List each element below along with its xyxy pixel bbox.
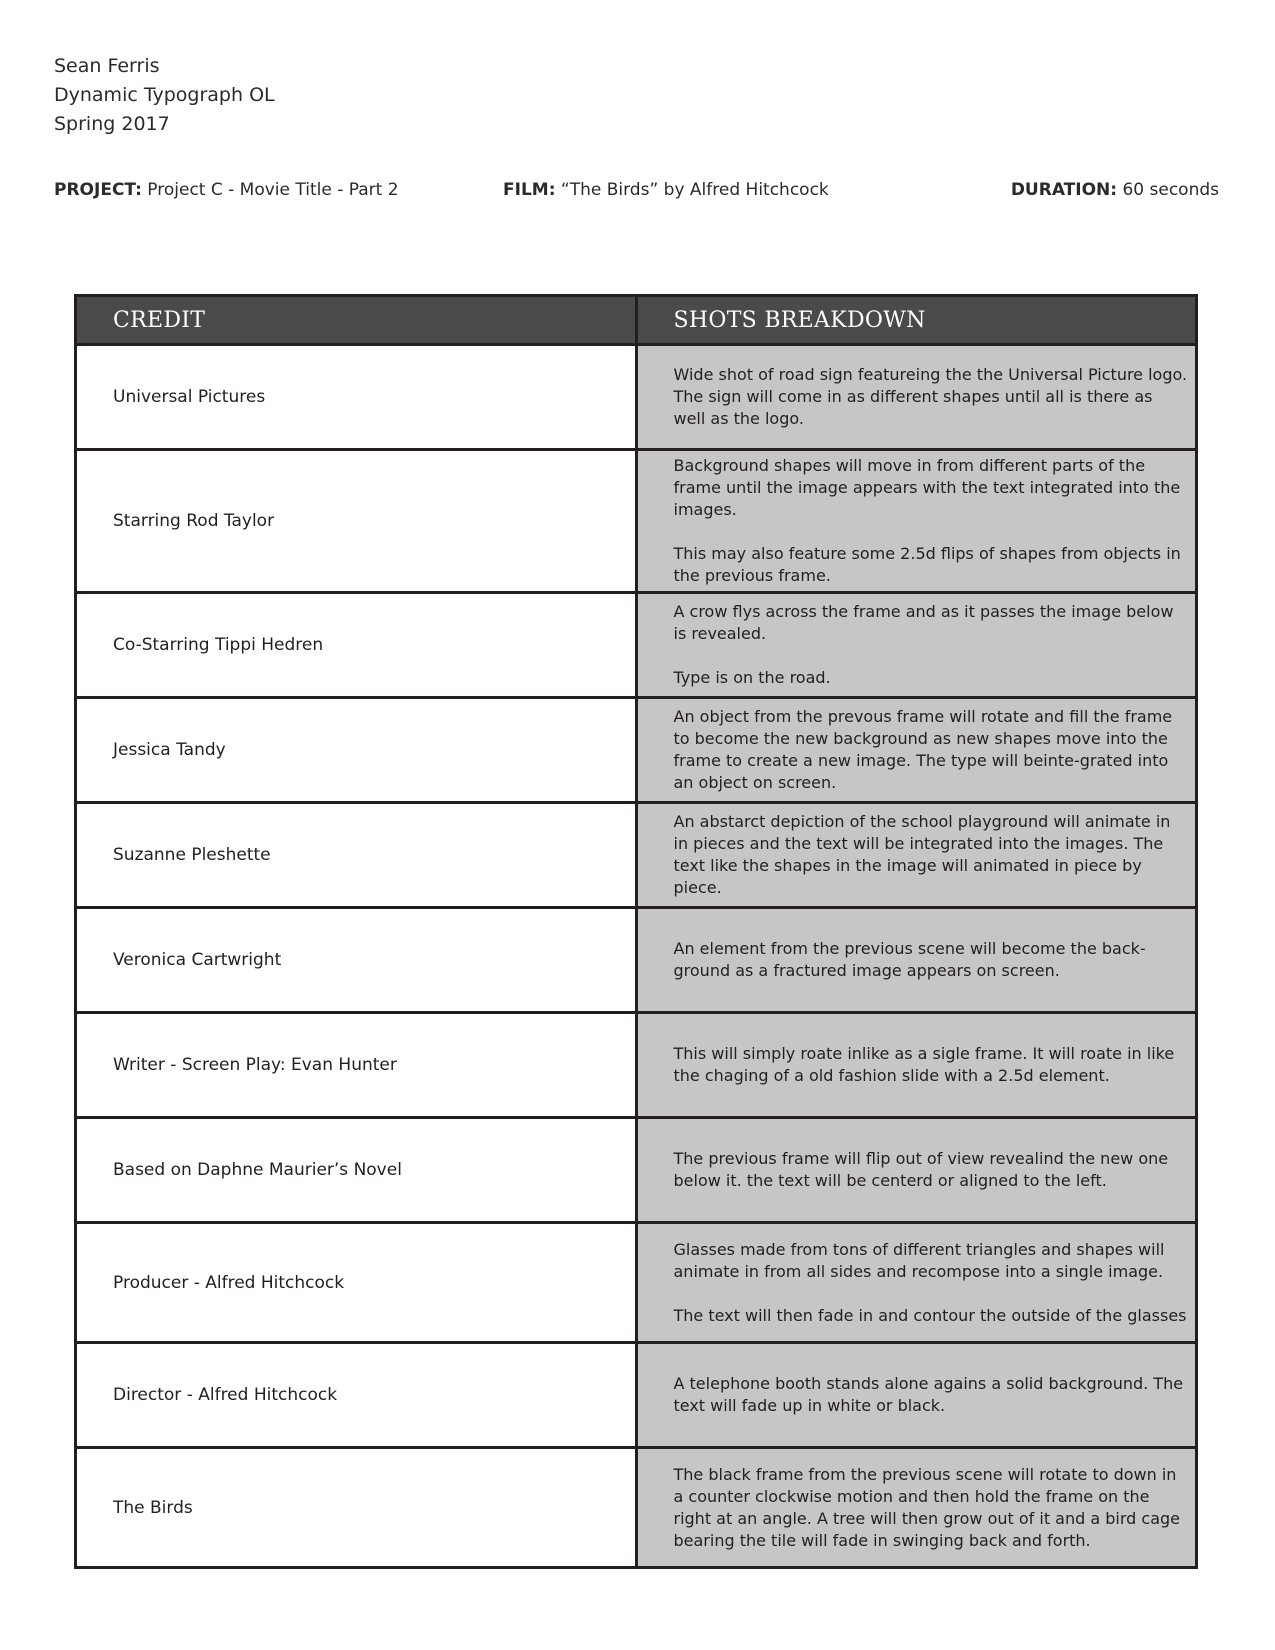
credit-cell: Producer - Alfred Hitchcock xyxy=(76,1223,637,1343)
credit-column-header: CREDIT xyxy=(76,296,637,345)
credit-cell: Jessica Tandy xyxy=(76,698,637,803)
table-row xyxy=(76,345,1197,450)
duration-label: DURATION: xyxy=(1010,180,1118,200)
shots-paragraph: The previous frame will flip out of view revealind the new one below it. the text will be centerd or aligned to the left. xyxy=(673,1149,1169,1190)
table-row xyxy=(76,593,1197,698)
shots-cell xyxy=(636,1118,1197,1223)
shots-cell xyxy=(636,1013,1197,1118)
shots-cell xyxy=(636,1448,1197,1568)
credit-cell: Suzanne Pleshette xyxy=(76,803,637,908)
shots-paragraph: Wide shot of road sign featureing the the Universal Picture logo. The sign will come in as different shapes until all is there as well as the logo. xyxy=(673,365,1188,428)
project-info xyxy=(54,180,399,200)
credit-cell: Writer - Screen Play: Evan Hunter xyxy=(76,1013,637,1118)
film-info xyxy=(503,180,829,200)
table-row xyxy=(76,1448,1197,1568)
duration-info xyxy=(1011,180,1219,200)
shots-cell xyxy=(636,803,1197,908)
shots-cell xyxy=(636,908,1197,1013)
shots-paragraph: The black frame from the previous scene will rotate to down in a counter clockwise motion and then hold the frame on the right at an angle. A tree will then grow out of it and a bird cage bearing the tile will fade in swinging back and forth. xyxy=(673,1464,1180,1550)
project-label: PROJECT: xyxy=(54,180,142,200)
shots-paragraph: Background shapes will move in from different parts of the frame until the image appears with the text integrated into the images. xyxy=(673,456,1181,519)
course-name: Dynamic Typograph OL xyxy=(54,84,275,106)
table-row xyxy=(76,1118,1197,1223)
shots-paragraph: A crow flys across the frame and as it passes the image below is revealed. xyxy=(673,602,1174,643)
shots-cell xyxy=(636,593,1197,698)
shots-cell xyxy=(636,1223,1197,1343)
shots-paragraph: A telephone booth stands alone agains a solid background. The text will fade up in white or black. xyxy=(673,1374,1184,1415)
author-name: Sean Ferris xyxy=(54,55,160,77)
shots-cell xyxy=(636,345,1197,450)
shots-paragraph: An object from the prevous frame will rotate and fill the frame to become the new background as new shapes move into the frame to create a new image. The type will beinte-grated into an object on screen. xyxy=(673,707,1173,792)
credit-cell: Co-Starring Tippi Hedren xyxy=(76,593,637,698)
document-header xyxy=(54,52,275,139)
shots-paragraph: Glasses made from tons of different triangles and shapes will animate in from all sides and recompose into a single image. xyxy=(673,1239,1165,1281)
term: Spring 2017 xyxy=(54,113,170,135)
shots-cell xyxy=(636,1343,1197,1448)
shots-cell xyxy=(636,450,1197,593)
shots-column-header: SHOTS BREAKDOWN xyxy=(636,296,1197,345)
table-row xyxy=(76,1343,1197,1448)
credit-cell: Veronica Cartwright xyxy=(76,908,637,1013)
table-header-row xyxy=(76,296,1197,345)
table-row xyxy=(76,1223,1197,1343)
shots-cell xyxy=(636,698,1197,803)
film-label: FILM: xyxy=(503,180,556,200)
shots-paragraph: An abstarct depiction of the school playground will animate in in pieces and the text will be integrated into the images. The text like the shapes in the image will animated in piece by piece. xyxy=(673,812,1171,897)
credit-cell: Based on Daphne Maurier’s Novel xyxy=(76,1118,637,1223)
credit-cell: Starring Rod Taylor xyxy=(76,450,637,593)
credit-cell: Universal Pictures xyxy=(76,345,637,450)
shots-paragraph: This may also feature some 2.5d flips of shapes from objects in the previous frame. xyxy=(673,544,1181,585)
table-row xyxy=(76,698,1197,803)
film-value: “The Birds” by Alfred Hitchcock xyxy=(555,180,829,200)
shots-paragraph: This will simply roate inlike as a sigle frame. It will roate in like the chaging of a old fashion slide with a 2.5d element. xyxy=(673,1044,1175,1085)
duration-value: 60 seconds xyxy=(1117,180,1219,200)
table-row xyxy=(76,803,1197,908)
project-value: Project C - Movie Title - Part 2 xyxy=(141,180,399,200)
table-row xyxy=(76,1013,1197,1118)
shots-paragraph: The text will then fade in and contour the outside of the glasses xyxy=(673,1305,1187,1325)
shots-breakdown-table xyxy=(74,294,1198,1569)
table-row xyxy=(76,908,1197,1013)
table-row xyxy=(76,450,1197,593)
credit-cell: Director - Alfred Hitchcock xyxy=(76,1343,637,1448)
shots-paragraph: Type is on the road. xyxy=(673,668,831,687)
shots-paragraph: An element from the previous scene will become the back-ground as a fractured image appears on screen. xyxy=(673,939,1146,980)
credit-cell: The Birds xyxy=(76,1448,637,1568)
